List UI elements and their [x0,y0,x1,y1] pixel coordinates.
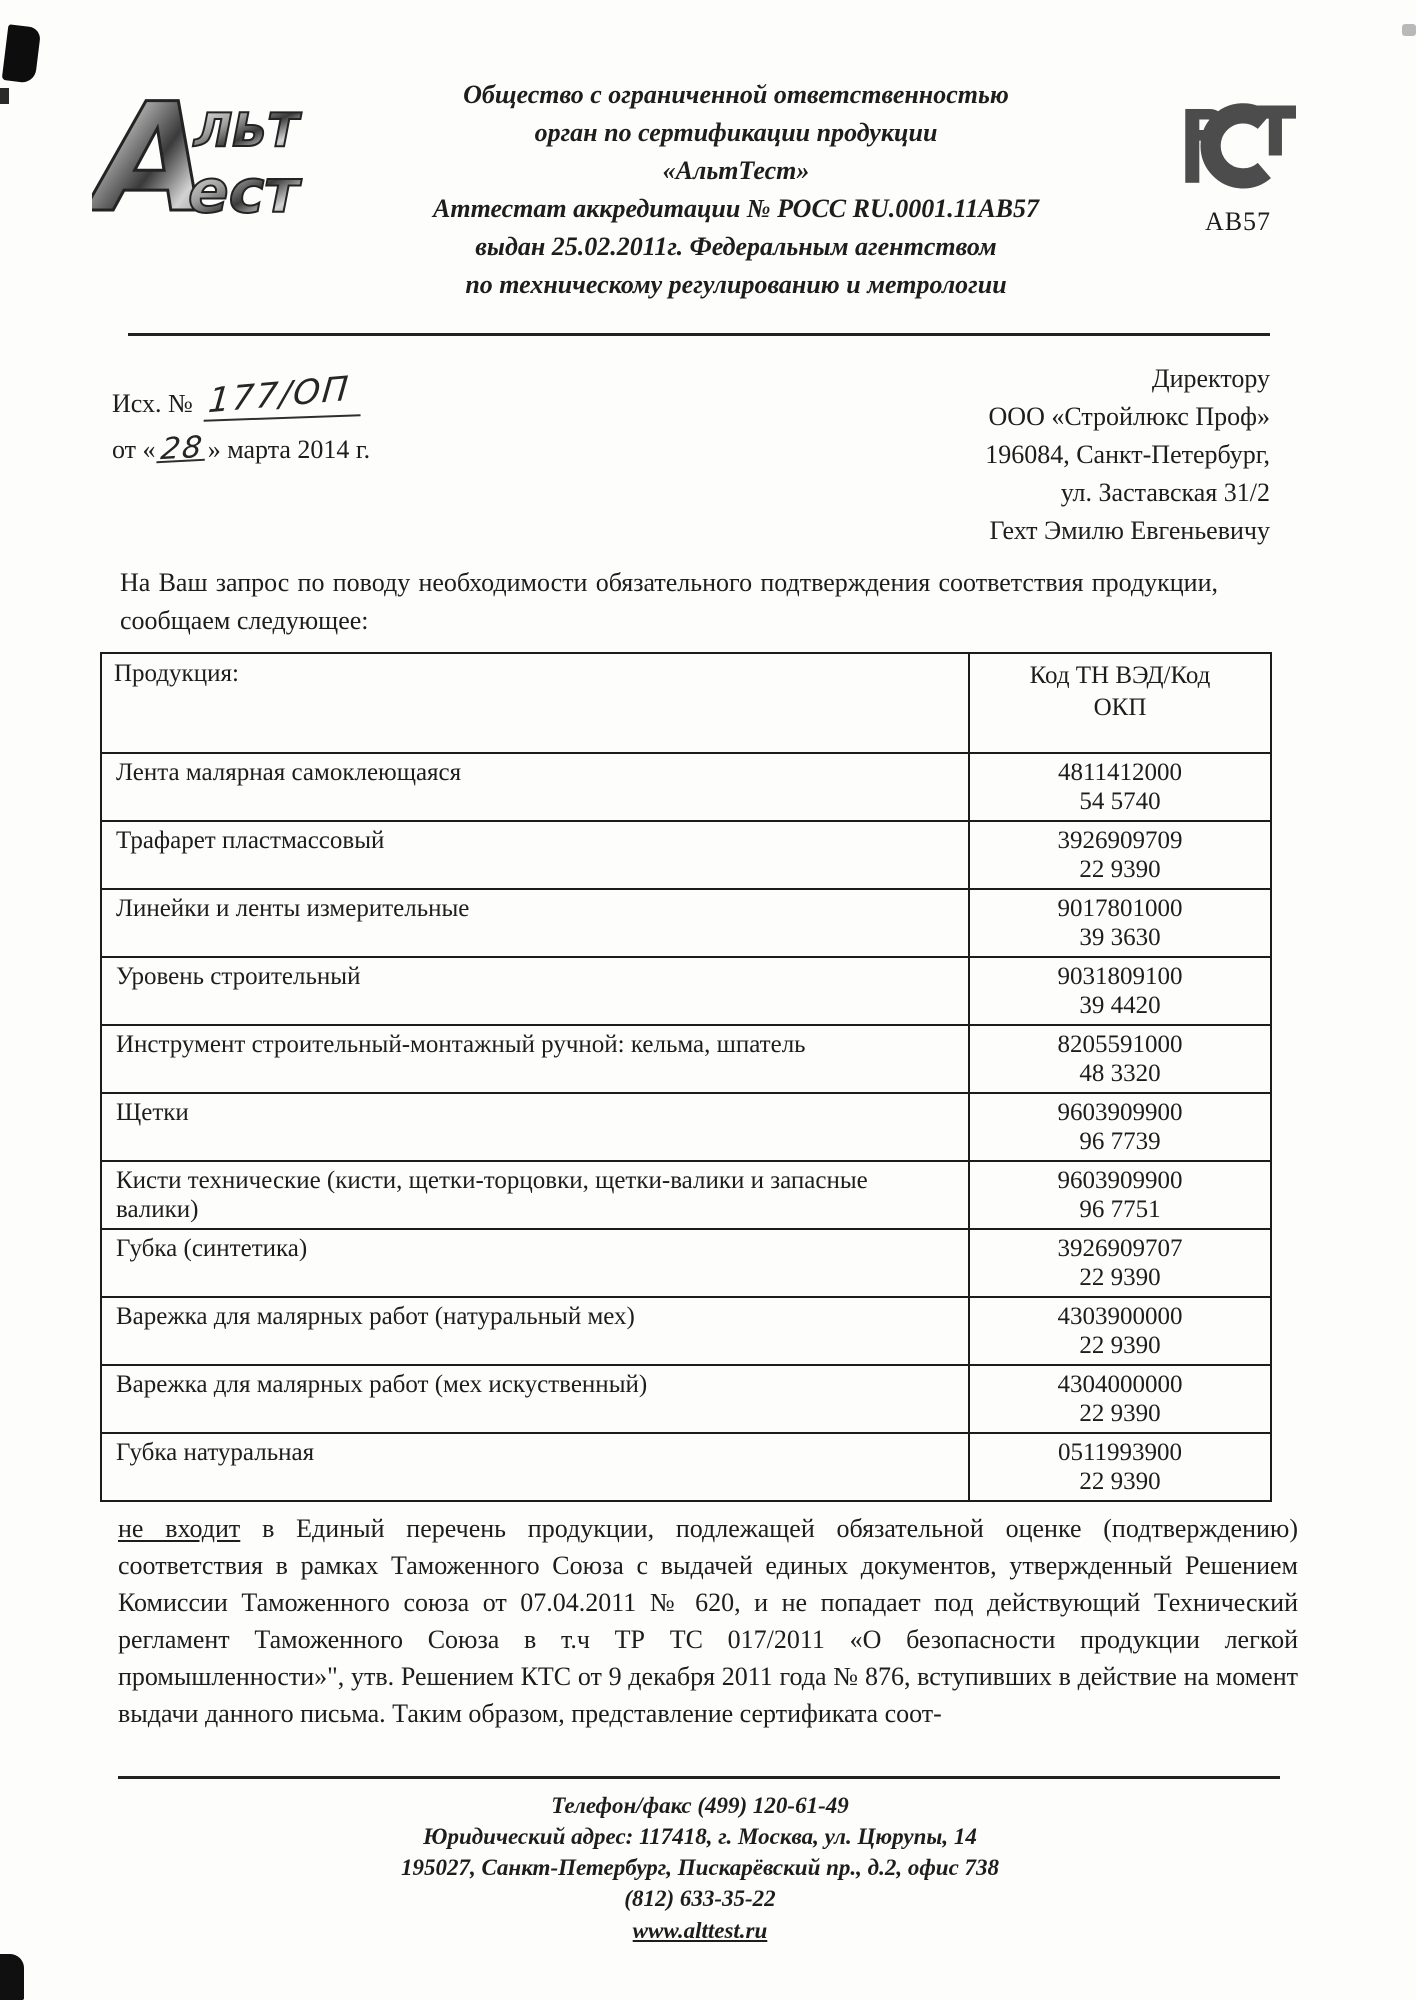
table-row [101,753,1271,821]
outgoing-ref [112,368,370,422]
okp-code: 22 9390 [1079,856,1161,883]
org-line: Общество с ограниченной ответственностью [463,80,1009,109]
tnved-code: 3926909709 [1057,827,1183,854]
outgoing-number-underline [202,368,360,422]
product-codes [969,889,1271,957]
tnved-code: 9603909900 [1057,1099,1183,1126]
table-row [101,1161,1271,1229]
product-name: Кисти технические (кисти, щетки-торцовки, щетки-валики и запасные валики) [101,1161,969,1229]
okp-code: 54 5740 [1079,788,1161,815]
letterhead [92,50,1328,304]
product-codes [969,1229,1271,1297]
table-row [101,1025,1271,1093]
column-header-codes [969,653,1271,753]
date-day-handwritten: 28 [156,437,208,463]
org-line: выдан 25.02.2011г. Федеральным агентством [475,232,997,261]
underlined-phrase: не входит [118,1514,241,1543]
product-name: Уровень строительный [101,957,969,1025]
tnved-code: 4303900000 [1057,1303,1183,1330]
addressee-block [985,360,1270,550]
header-divider [128,333,1270,336]
product-name: Трафарет пластмассовый [101,821,969,889]
product-name: Губка (синтетика) [101,1229,969,1297]
product-codes [969,753,1271,821]
reference-block [112,368,371,468]
product-name: Лента малярная самоклеющаяся [101,753,969,821]
okp-code: 48 3320 [1079,1060,1161,1087]
rst-certification-icon [1180,90,1296,200]
alttest-logo [92,50,324,240]
addressee-line: 196084, Санкт-Петербург, [985,440,1270,469]
table-header-row [101,653,1271,753]
tnved-code: 0511993900 [1057,1439,1183,1466]
product-codes [969,1433,1271,1501]
letter-footer [0,1790,1400,1946]
footer-phone2: (812) 633-35-22 [624,1886,776,1911]
table-row [101,1229,1271,1297]
product-name: Губка натуральная [101,1433,969,1501]
letter-date [112,429,371,468]
table-row [101,821,1271,889]
scan-artifact-top-left [2,24,42,84]
tnved-code: 9017801000 [1057,895,1183,922]
org-line: по техническому регулированию и метрологии [465,270,1007,299]
table-row [101,1365,1271,1433]
outgoing-label: Исх. № [112,389,193,418]
scan-artifact-top-right [1402,24,1416,36]
product-table-body [101,753,1271,1501]
okp-code: 22 9390 [1079,1332,1161,1359]
product-codes [969,957,1271,1025]
scan-artifact-left-edge [0,88,9,104]
website-url: www.alttest.ru [632,1918,768,1943]
addressee-line: Гехт Эмилю Евгеньевичу [989,516,1270,545]
logo-letter-a: А [94,72,211,240]
org-line: Аттестат аккредитации № РОСС RU.0001.11АВ57 [433,194,1039,223]
product-codes [969,1365,1271,1433]
conclusion-paragraph [118,1510,1298,1732]
product-codes [969,1297,1271,1365]
product-codes [969,1025,1271,1093]
logo-word-est: ест [188,157,300,227]
product-name: Линейки и ленты измерительные [101,889,969,957]
tnved-code: 4304000000 [1057,1371,1183,1398]
accreditation-code: АВ57 [1204,207,1272,236]
intro-paragraph: На Ваш запрос по поводу необходимости обязательного подтверждения соответствия продукции, сообщаем следующее: [120,568,1218,635]
okp-code: 22 9390 [1079,1264,1161,1291]
okp-code: 96 7751 [1079,1196,1161,1223]
addressee-line: Директору [1151,364,1270,393]
okp-code: 22 9390 [1079,1468,1161,1495]
tnved-code: 4811412000 [1057,759,1183,786]
addressee-line: ООО «Стройлюкс Проф» [988,402,1270,431]
product-name: Варежка для малярных работ (мех искуственный) [101,1365,969,1433]
footer-divider [118,1776,1280,1779]
product-name: Инструмент строительный-монтажный ручной: кельма, шпатель [101,1025,969,1093]
org-info [324,50,1148,304]
product-table [100,652,1272,1502]
date-suffix: » марта 2014 г. [207,435,371,464]
conclusion-text: в Единый перечень продукции, подлежащей обязательной оценке (подтверждению) соответствия в рамках Таможенного Союза с выдачей единых документов, утвержденный Решением Комиссии Таможенного союза от 07.04.2011 № 620, и не попадает под действующий Технический регламент Таможенного Союза в т.ч ТР ТС 017/2011 «О безопасности продукции легкой промышленности»", утв. Решением КТС от 9 декабря 2011 года № 876, вступивших в действие на момент выдачи данного письма. Таким образом, представление сертификата соот- [118,1514,1298,1728]
org-line: «АльтТест» [662,156,810,185]
footer-phone-fax: Телефон/факс (499) 120-61-49 [551,1793,849,1818]
okp-code: 22 9390 [1079,1400,1161,1427]
tnved-code: 3926909707 [1057,1235,1183,1262]
okp-code: 39 4420 [1079,992,1161,1019]
logo-word-lt: ЛЬТ [194,103,299,157]
column-header-product: Продукция: [101,653,969,753]
product-codes [969,821,1271,889]
product-name: Варежка для малярных работ (натуральный мех) [101,1297,969,1365]
footer-spb-address: 195027, Санкт-Петербург, Пискарёвский пр., д.2, офис 738 [400,1855,1000,1880]
codes-header-line2: ОКП [1093,694,1147,721]
product-codes [969,1093,1271,1161]
outgoing-number-handwritten: 177/ОП [206,368,352,422]
rst-mark-block [1148,50,1328,237]
table-row [101,1297,1271,1365]
table-row [101,1093,1271,1161]
product-codes [969,1161,1271,1229]
okp-code: 39 3630 [1079,924,1161,951]
product-name: Щетки [101,1093,969,1161]
scan-artifact-bottom-left [0,1954,24,2000]
tnved-code: 9031809100 [1057,963,1183,990]
table-row [101,889,1271,957]
addressee-line: ул. Заставская 31/2 [1060,478,1270,507]
okp-code: 96 7739 [1079,1128,1161,1155]
date-prefix: от « [112,435,156,464]
tnved-code: 8205591000 [1057,1031,1183,1058]
footer-legal-address: Юридический адрес: 117418, г. Москва, ул. Цюрупы, 14 [423,1824,977,1849]
table-row [101,1433,1271,1501]
org-line: орган по сертификации продукции [534,118,938,147]
tnved-code: 9603909900 [1057,1167,1183,1194]
table-row [101,957,1271,1025]
codes-header-line1: Код ТН ВЭД/Код [1029,662,1211,689]
